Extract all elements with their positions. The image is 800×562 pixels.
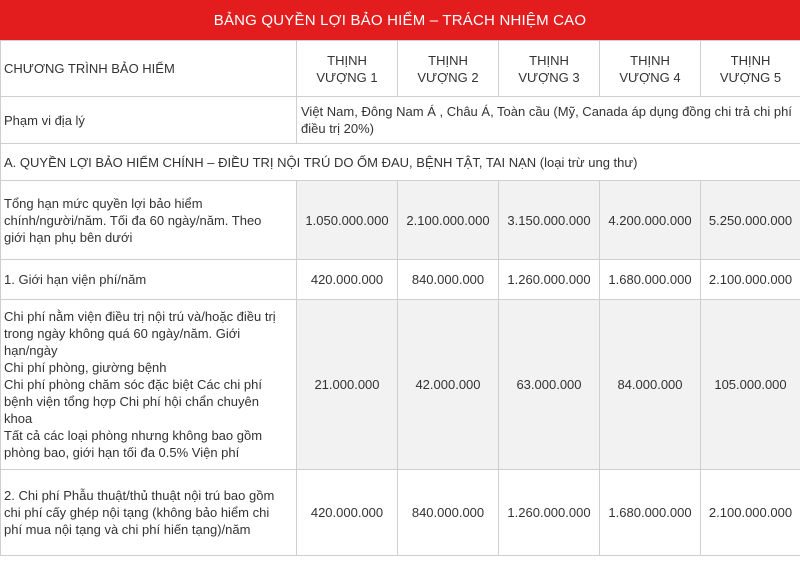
row-value: 1.050.000.000 xyxy=(297,181,398,260)
row-value: 840.000.000 xyxy=(398,260,499,300)
row-label: 2. Chi phí Phẫu thuật/thủ thuật nội trú bao gồm chi phí cấy ghép nội tạng (không bảo hiểm chi phí mua nội tạng và chi phí hiến tạng)/năm xyxy=(1,470,297,556)
plan-header-2 xyxy=(398,41,499,97)
scope-label-cell xyxy=(1,97,297,144)
header-row xyxy=(1,41,800,97)
row-value: 105.000.000 xyxy=(701,300,800,470)
table-row xyxy=(1,470,800,556)
plan-header-4 xyxy=(600,41,701,97)
program-label-cell xyxy=(1,41,297,97)
row-value: 420.000.000 xyxy=(297,260,398,300)
scope-value: Việt Nam, Đông Nam Á , Châu Á, Toàn cầu (Mỹ, Canada áp dụng đồng chi trả chi phí điều trị 20%) xyxy=(301,104,792,136)
row-value: 4.200.000.000 xyxy=(600,181,701,260)
row-value: 1.680.000.000 xyxy=(600,470,701,556)
plan-header-5 xyxy=(701,41,800,97)
row-value: 3.150.000.000 xyxy=(499,181,600,260)
row-label: Tổng hạn mức quyền lợi bảo hiểm chính/người/năm. Tối đa 60 ngày/năm. Theo giới hạn phụ bên dưới xyxy=(1,181,297,260)
plan-2-line-2: VƯỢNG 2 xyxy=(417,69,479,85)
banner-title: BẢNG QUYỀN LỢI BẢO HIỂM – TRÁCH NHIỆM CAO xyxy=(213,11,587,29)
row-value: 1.260.000.000 xyxy=(499,470,600,556)
plan-3-line-2: VƯỢNG 3 xyxy=(518,69,580,85)
row-value: 1.680.000.000 xyxy=(600,260,701,300)
section-a-row xyxy=(1,144,800,181)
row-value: 2.100.000.000 xyxy=(701,470,800,556)
plan-4-line-1: THỊNH xyxy=(630,52,670,68)
row-value: 5.250.000.000 xyxy=(701,181,800,260)
section-a-title: A. QUYỀN LỢI BẢO HIỂM CHÍNH – ĐIỀU TRỊ NỘI TRÚ DO ỐM ĐAU, BỆNH TẬT, TAI NẠN (loại trừ ung thư) xyxy=(4,154,638,170)
table-row xyxy=(1,300,800,470)
scope-label: Phạm vi địa lý xyxy=(4,112,85,128)
row-value: 84.000.000 xyxy=(600,300,701,470)
row-value: 21.000.000 xyxy=(297,300,398,470)
section-a-cell xyxy=(1,144,800,181)
plan-header-1 xyxy=(297,41,398,97)
plan-header-3 xyxy=(499,41,600,97)
row-value: 2.100.000.000 xyxy=(398,181,499,260)
plan-1-line-2: VƯỢNG 1 xyxy=(316,69,378,85)
row-value: 1.260.000.000 xyxy=(499,260,600,300)
plan-5-line-1: THỊNH xyxy=(730,52,771,68)
row-value: 63.000.000 xyxy=(499,300,600,470)
row-value: 42.000.000 xyxy=(398,300,499,470)
row-label: Chi phí nằm viện điều trị nội trú và/hoặc điều trị trong ngày không quá 60 ngày/năm. Giới hạn/ngày Chi phí phòng, giường bệnh Chi phí phòng chăm sóc đặc biệt Các chi phí bệnh viện tổng hợp Chi phí hội chẩn chuyên khoa Tất cả các loại phòng nhưng không bao gồm phòng bao, giới hạn tối đa 0.5% Viện phí xyxy=(1,300,297,470)
table-row xyxy=(1,181,800,260)
table-banner xyxy=(0,0,800,40)
program-label: CHƯƠNG TRÌNH BẢO HIỂM xyxy=(4,61,175,76)
plan-5-line-2: VƯỢNG 5 xyxy=(719,69,782,85)
plan-2-line-1: THỊNH xyxy=(428,52,468,68)
row-value: 420.000.000 xyxy=(297,470,398,556)
row-value: 2.100.000.000 xyxy=(701,260,800,300)
scope-value-cell xyxy=(297,97,800,144)
plan-3-line-1: THỊNH xyxy=(529,52,569,68)
plan-4-line-2: VƯỢNG 4 xyxy=(619,69,681,85)
scope-row xyxy=(1,97,800,144)
row-label: 1. Giới hạn viện phí/năm xyxy=(1,260,297,300)
plan-1-line-1: THỊNH xyxy=(327,52,367,68)
row-value: 840.000.000 xyxy=(398,470,499,556)
table-row xyxy=(1,260,800,300)
benefits-table xyxy=(0,40,800,556)
